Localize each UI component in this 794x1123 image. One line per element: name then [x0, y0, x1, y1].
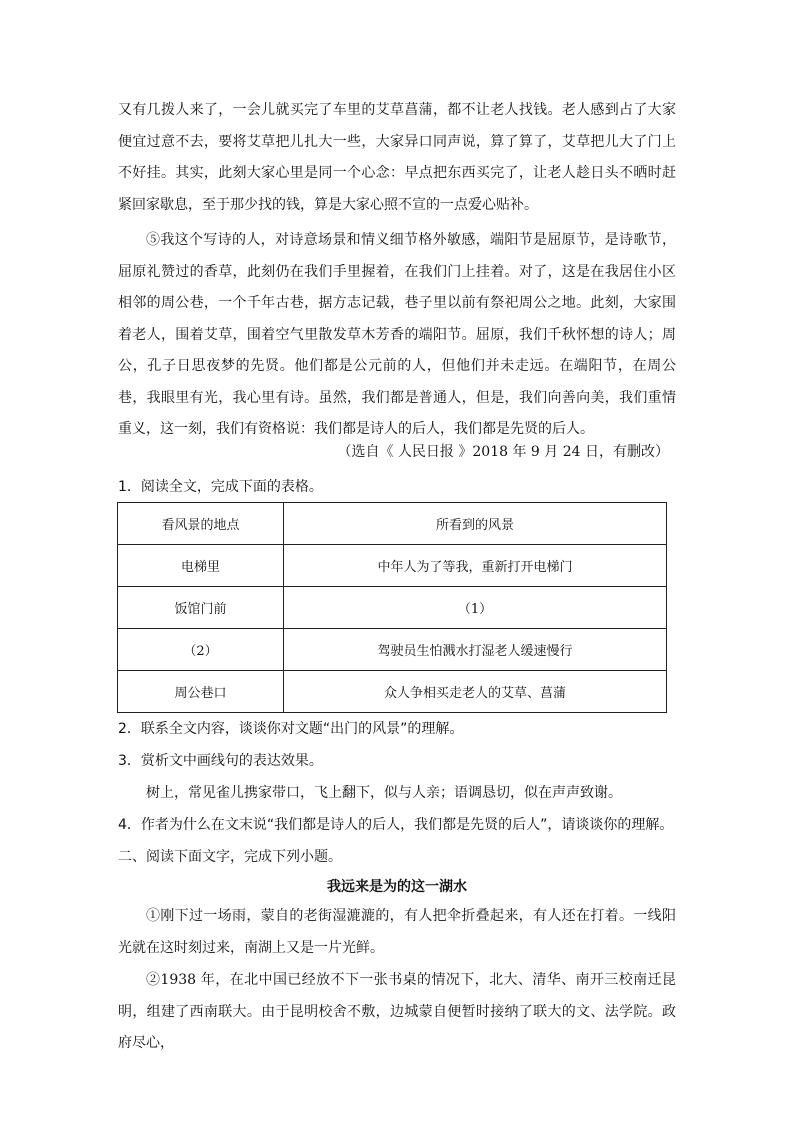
table-cell-scenery: 中年人为了等我，重新打开电梯门 — [284, 545, 667, 587]
article-paragraph-2: ②1938 年，在北中国已经放不下一张书桌的情况下，北大、清华、南开三校南迁昆明，组建了西南联大。由于昆明校舍不敷，边城蒙自便暂时接纳了联大的文、法学院。政府尽心， — [118, 972, 676, 1051]
table-row — [118, 545, 667, 587]
article-title: 我远来是为的这一湖水 — [327, 879, 467, 895]
scenery-table — [117, 502, 667, 713]
table-cell-location-blank: （2） — [118, 629, 284, 671]
table-row — [118, 629, 667, 671]
question-4: 4．作者为什么在文末说“我们都是诗人的后人，我们都是先贤的后人”，请谈谈你的理解。 — [118, 817, 674, 833]
section-2-heading: 二、阅读下面文字，完成下列小题。 — [118, 849, 342, 865]
source-citation: （选自《 人民日报 》2018 年 9 月 24 日，有删改） — [337, 444, 669, 460]
table-header-row — [118, 503, 667, 545]
question-1: 1．阅读全文，完成下面的表格。 — [118, 479, 323, 495]
table-header-cell: 看风景的地点 — [118, 503, 284, 545]
table-cell-scenery-blank: （1） — [284, 587, 667, 629]
passage-paragraph: 又有几拨人来了，一会儿就买完了车里的艾草菖蒲，都不让老人找钱。老人感到占了大家便宜过意不去，要将艾草把儿扎大一些，大家异口同声说，算了算了，艾草把儿大了门上不好挂。其实，此刻大家心里是同一个心念：早点把东西买完了，让老人趁日头不晒时赶紧回家歇息，至于那少找的钱，算是大家心照不宣的一点爱心贴补。 — [118, 102, 676, 213]
passage-paragraph-5: ⑤我这个写诗的人，对诗意场景和情义细节格外敏感，端阳节是屈原节，是诗歌节，屈原礼赞过的香草，此刻仍在我们手里握着，在我们门上挂着。对了，这是在我居住小区相邻的周公巷，一个千年古巷，据方志记载，巷子里以前有祭祀周公之地。此刻，大家围着老人，围着艾草，围着空气里散发草木芳香的端阳节。屈原，我们千秋怀想的诗人；周公，孔子日思夜梦的先贤。他们都是公元前的人，但他们并未走远。在端阳节，在周公巷，我眼里有光，我心里有诗。虽然，我们都是普通人，但是，我们向善向美，我们重情重义，这一刻，我们有资格说：我们都是诗人的后人，我们都是先贤的后人。 — [118, 232, 676, 437]
question-3: 3．赏析文中画线句的表达效果。 — [118, 753, 323, 769]
quoted-sentence: 树上，常见雀儿携家带口，飞上翻下，似与人亲；语调恳切，似在声声致谢。 — [146, 785, 622, 801]
table-header-cell: 所看到的风景 — [284, 503, 667, 545]
article-paragraph-1: ①刚下过一场雨，蒙自的老街湿漉漉的，有人把伞折叠起来，有人还在打着。一线阳光就在这时刻过来，南湖上又是一片光鲜。 — [118, 908, 676, 956]
table-cell-location: 周公巷口 — [118, 671, 284, 713]
table-cell-location: 电梯里 — [118, 545, 284, 587]
table-cell-scenery: 众人争相买走老人的艾草、菖蒲 — [284, 671, 667, 713]
table-cell-location: 饭馆门前 — [118, 587, 284, 629]
table-row — [118, 671, 667, 713]
question-2: 2．联系全文内容，谈谈你对文题“出门的风景”的理解。 — [118, 721, 464, 737]
table-cell-scenery: 驾驶员生怕溅水打湿老人缓速慢行 — [284, 629, 667, 671]
table-row — [118, 587, 667, 629]
